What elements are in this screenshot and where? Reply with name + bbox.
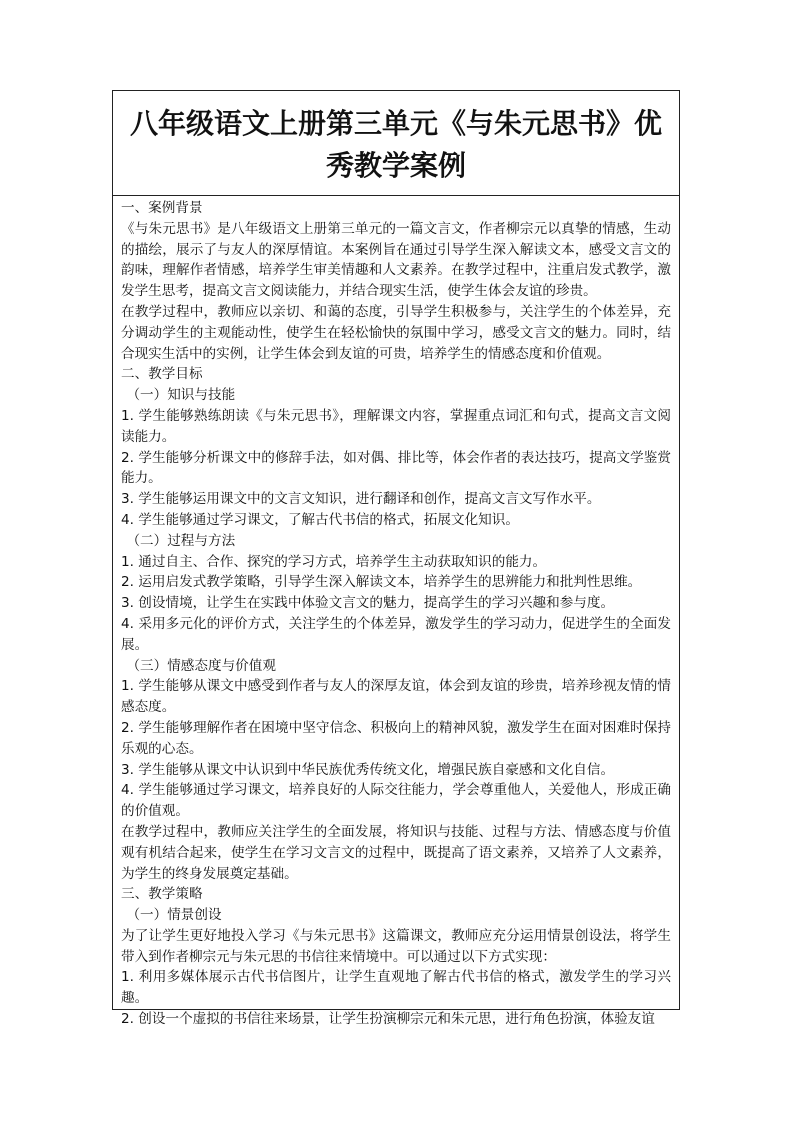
- subsection-heading: （一）知识与技能: [126, 387, 236, 404]
- document-frame: [112, 90, 680, 1028]
- body-paragraph: 《与朱元思书》是八年级语文上册第三单元的一篇文言文，作者柳宗元以真挚的情感，生动的描绘，展示了与友人的深厚情谊。本案例旨在通过引导学生深入解读文本，感受文言文的韵味，理解作者情感，培养学生审美情趣和人文素养。在教学过程中，注重启发式教学，激发学生思考，提高文言文阅读能力，并结合现实生活，使学生体会友谊的珍贵。: [121, 220, 671, 300]
- list-item: 1. 学生能够从课文中感受到作者与友人的深厚友谊，体会到友谊的珍贵，培养珍视友情的情感态度。: [121, 678, 671, 716]
- list-item: 3. 学生能够从课文中认识到中华民族优秀传统文化，增强民族自豪感和文化自信。: [121, 761, 615, 778]
- body-paragraph: 为了让学生更好地投入学习《与朱元思书》这篇课文，教师应充分运用情景创设法，将学生带入到作者柳宗元与朱元思的书信往来情境中。可以通过以下方式实现：: [121, 927, 671, 965]
- list-item: 3. 学生能够运用课文中的文言文知识，进行翻译和创作，提高文言文写作水平。: [121, 491, 601, 508]
- subsection-heading: （一）情景创设: [126, 907, 222, 924]
- section-heading: 三、教学策略: [121, 886, 203, 903]
- list-item: 3. 创设情境，让学生在实践中体验文言文的魅力，提高学生的学习兴趣和参与度。: [121, 595, 615, 612]
- list-item: 1. 学生能够熟练朗读《与朱元思书》，理解课文内容，掌握重点词汇和句式，提高文言文阅读能力。: [121, 407, 671, 445]
- body-paragraph: 在教学过程中，教师应关注学生的全面发展，将知识与技能、过程与方法、情感态度与价值观有机结合起来，使学生在学习文言文的过程中，既提高了语文素养，又培养了人文素养，为学生的终身发展奠定基础。: [121, 823, 671, 882]
- list-item: 2. 学生能够分析课文中的修辞手法，如对偶、排比等，体会作者的表达技巧，提高文学鉴赏能力。: [121, 449, 671, 487]
- list-item: 4. 采用多元化的评价方式，关注学生的个体差异，激发学生的学习动力，促进学生的全面发展。: [121, 615, 671, 653]
- list-item: 2. 学生能够理解作者在困境中坚守信念、积极向上的精神风貌，激发学生在面对困难时保持乐观的心态。: [121, 719, 671, 757]
- subsection-heading: （二）过程与方法: [126, 532, 236, 549]
- list-item: 4. 学生能够通过学习课文，培养良好的人际交往能力，学会尊重他人，关爱他人，形成正确的价值观。: [121, 782, 671, 820]
- document-body: [113, 196, 679, 1030]
- section-heading: 二、教学目标: [121, 366, 203, 383]
- list-item: 2. 创设一个虚拟的书信往来场景，让学生扮演柳宗元和朱元思，进行角色扮演，体验友谊: [121, 1011, 655, 1028]
- section-heading: 一、案例背景: [121, 200, 203, 216]
- body-paragraph: 在教学过程中，教师应以亲切、和蔼的态度，引导学生积极参与，关注学生的个体差异，充分调动学生的主观能动性，使学生在轻松愉快的氛围中学习，感受文言文的魅力。同时，结合现实生活中的实例，让学生体会到友谊的可贵，培养学生的情感态度和价值观。: [121, 303, 671, 362]
- list-item: 1. 利用多媒体展示古代书信图片，让学生直观地了解古代书信的格式，激发学生的学习兴趣。: [121, 969, 671, 1007]
- document-title: 八年级语文上册第三单元《与朱元思书》优秀教学案例: [113, 91, 679, 196]
- subsection-heading: （三）情感态度与价值观: [126, 657, 276, 674]
- list-item: 2. 运用启发式教学策略，引导学生深入解读文本，培养学生的思辨能力和批判性思维。: [121, 574, 642, 591]
- list-item: 4. 学生能够通过学习课文，了解古代书信的格式，拓展文化知识。: [121, 511, 519, 528]
- list-item: 1. 通过自主、合作、探究的学习方式，培养学生主动获取知识的能力。: [121, 553, 547, 570]
